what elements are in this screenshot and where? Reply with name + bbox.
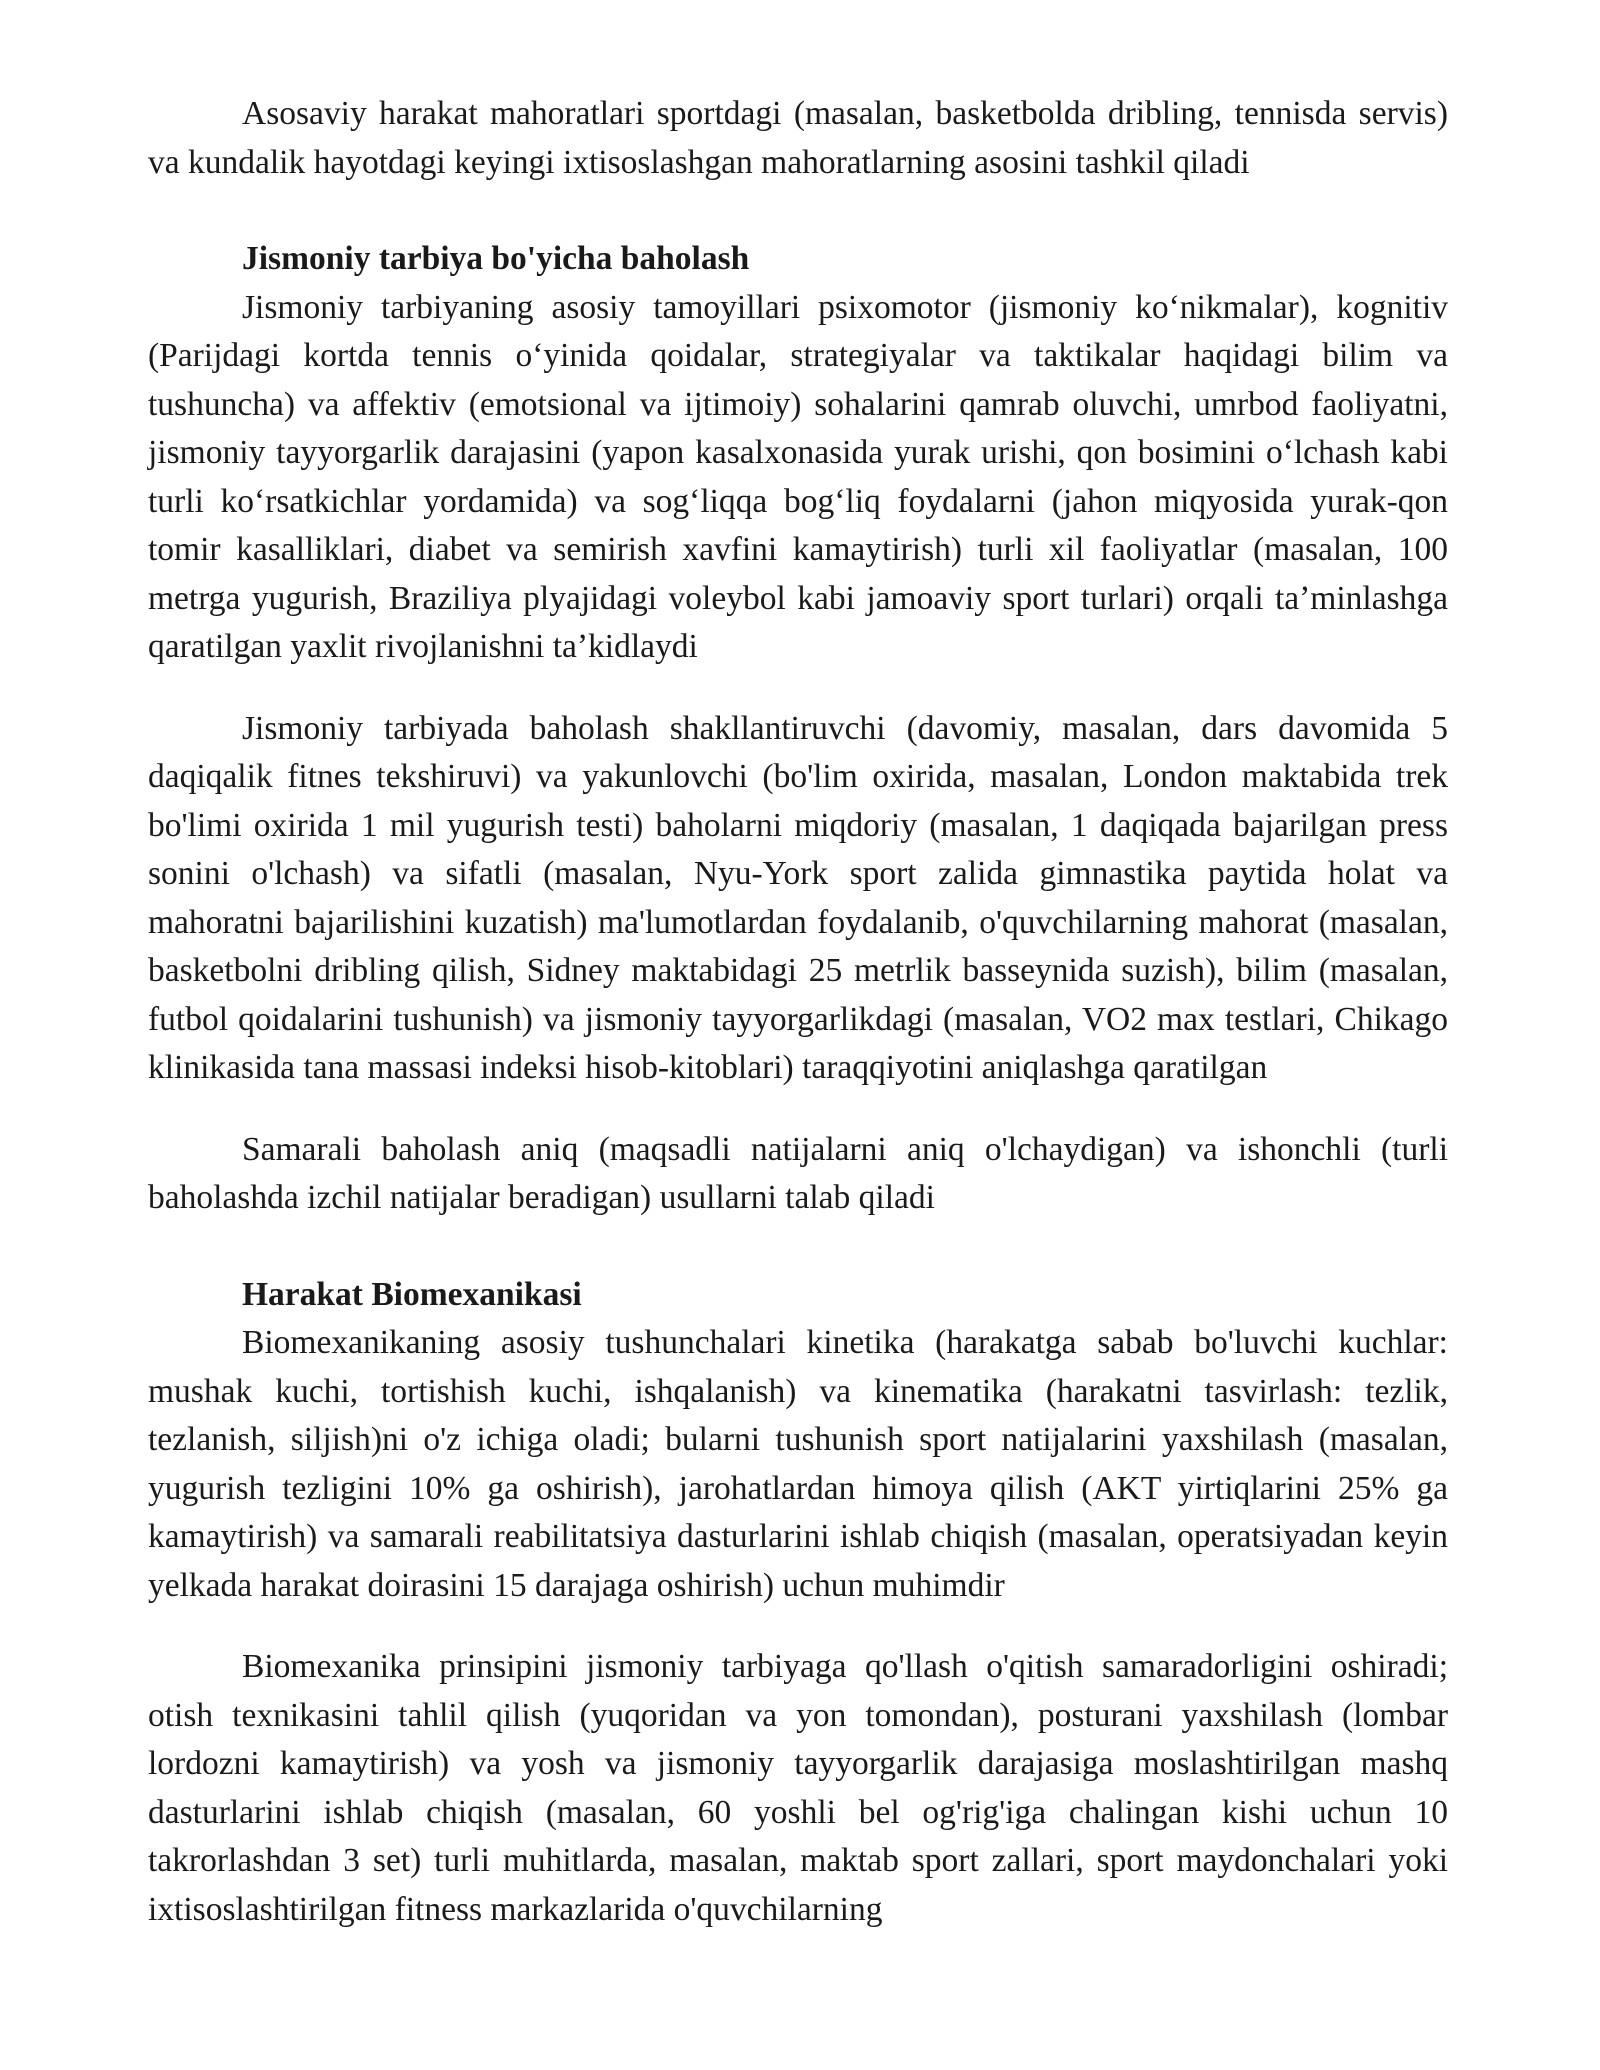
paragraph-basic-skills: Asosaviy harakat mahoratlari sportdagi (masalan, basketbolda dribling, tennisda servis) va kundalik hayotdagi keyingi ixtisoslashgan mahoratlarning asosini tashkil qiladi (148, 95, 1448, 181)
paragraph-gap (148, 1093, 1448, 1126)
paragraph-assessment-types: Jismoniy tarbiyada baholash shakllantiruvchi (davomiy, masalan, dars davomida 5 daqiqalik fitnes tekshiruvi) va yakunlovchi (bo'lim oxirida, masalan, London maktabida trek bo'limi oxirida 1 mil yugurish testi) baholarni miqdoriy (masalan, 1 daqiqada bajarilgan press sonini o'lchash) va sifatli (masalan, Nyu-York sport zalida gimnastika paytida holat va mahoratni bajarilishini kuzatish) ma'lumotlardan foydalanib, o'quvchilarning mahorat (masalan, basketbolni dribling qilish, Sidney maktabidagi 25 metrlik basseynida suzish), bilim (masalan, futbol qoidalarini tushunish) va jismoniy tayyorgarlikdagi (masalan, VO2 max testlari, Chikago klinikasida tana massasi indeksi hisob-kitoblari) taraqqiyotini aniqlashga qaratilgan (148, 709, 1448, 1086)
paragraph-gap (148, 1610, 1448, 1643)
paragraph-gap (148, 187, 1448, 235)
paragraph-biomechanics-concepts: Biomexanikaning asosiy tushunchalari kinetika (harakatga sabab bo'luvchi kuchlar: mushak kuchi, tortishish kuchi, ishqalanish) va kinematika (harakatni tasvirlash: tezlik, tezlanish, siljish)ni o'z ichiga oladi; bularni tushunish sport natijalarini yaxshilash (masalan, yugurish tezligini 10% ga oshirish), jarohatlardan himoya qilish (AKT yirtiqlarini 25% ga kamaytirish) va samarali reabilitatsiya dasturlarini ishlab chiqish (masalan, operatsiyadan keyin yelkada harakat doirasini 15 darajaga oshirish) uchun muhimdir (148, 1324, 1448, 1604)
section-heading-assessment: Jismoniy tarbiya bo'yicha baholash (242, 240, 750, 277)
paragraph-gap (148, 1223, 1448, 1271)
paragraph-biomechanics-application: Biomexanika prinsipini jismoniy tarbiyaga qo'llash o'qitish samaradorligini oshiradi; otish texnikasini tahlil qilish (yuqoridan va yon tomondan), posturani yaxshilash (lombar lordozni kamaytirish) va yosh va jismoniy tayyorgarlik darajasiga moslashtirilgan mashq dasturlarini ishlab chiqish (masalan, 60 yoshli bel og'rig'iga chalingan kishi uchun 10 takrorlashdan 3 set) turli muhitlarda, masalan, maktab sport zallari, sport maydonchalari yoki ixtisoslashtirilgan fitness markazlarida o'quvchilarning (148, 1648, 1448, 1928)
section-heading-biomechanics: Harakat Biomexanikasi (242, 1275, 582, 1313)
document-body (148, 90, 1448, 1934)
paragraph-effective-assessment: Samarali baholash aniq (maqsadli natijalarni aniq o'lchaydigan) va ishonchli (turli baholashda izchil natijalar beradigan) usullarni talab qiladi (148, 1130, 1448, 1216)
paragraph-principles: Jismoniy tarbiyaning asosiy tamoyillari psixomotor (jismoniy koʻnikmalar), kognitiv (Parijdagi kortda tennis oʻyinida qoidalar, strategiyalar va taktikalar haqidagi bilim va tushuncha) va affektiv (emotsional va ijtimoiy) sohalarini qamrab oluvchi, umrbod faoliyatni, jismoniy tayyorgarlik darajasini (yapon kasalxonasida yurak urishi, qon bosimini oʻlchash kabi turli koʻrsatkichlar yordamida) va sogʻliqqa bogʻliq foydalarni (jahon miqyosida yurak-qon tomir kasalliklari, diabet va semirish xavfini kamaytirish) turli xil faoliyatlar (masalan, 100 metrga yugurish, Braziliya plyajidagi voleybol kabi jamoaviy sport turlari) orqali taʼminlashga qaratilgan yaxlit rivojlanishni taʼkidlaydi (148, 288, 1448, 665)
paragraph-gap (148, 672, 1448, 705)
